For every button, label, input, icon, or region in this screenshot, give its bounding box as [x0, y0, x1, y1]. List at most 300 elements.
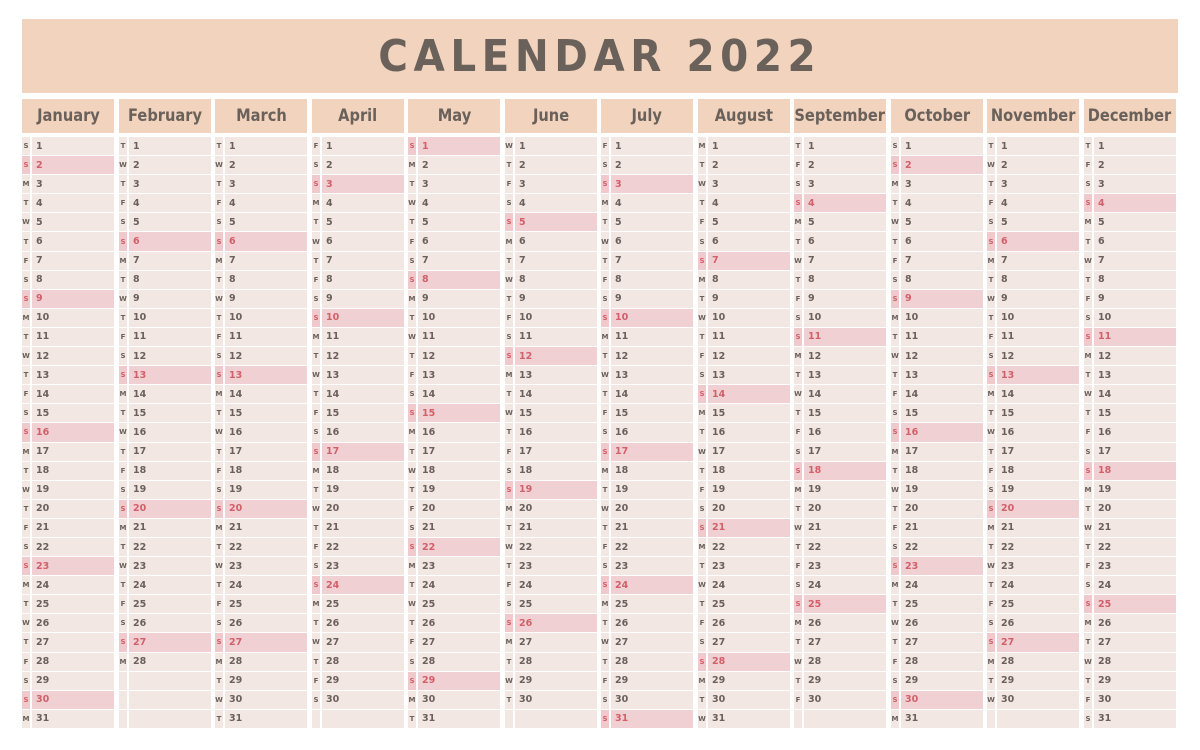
day-number: 29: [611, 672, 693, 690]
day-number: [515, 710, 597, 728]
day-row: [601, 271, 693, 290]
day-row: [987, 194, 1079, 213]
day-row: [119, 290, 211, 309]
day-number: 23: [225, 557, 307, 575]
day-row: [22, 653, 114, 672]
day-number: 27: [418, 633, 500, 651]
day-number: 8: [1094, 271, 1176, 289]
weekday-letter: M: [698, 672, 706, 690]
day-row: [22, 576, 114, 595]
day-list: [505, 137, 597, 729]
day-row: [408, 290, 500, 309]
day-number: 20: [418, 500, 500, 518]
weekday-letter: S: [505, 194, 513, 212]
weekday-letter: S: [987, 232, 995, 250]
title-bar: [22, 19, 1178, 93]
day-row: [408, 557, 500, 576]
weekday-letter: W: [22, 213, 30, 231]
day-number: 14: [611, 385, 693, 403]
day-row: [119, 271, 211, 290]
day-row: [22, 232, 114, 251]
weekday-letter: T: [505, 423, 513, 441]
weekday-letter: F: [22, 385, 30, 403]
day-row: [505, 462, 597, 481]
day-number: 31: [418, 710, 500, 728]
day-number: 7: [32, 252, 114, 270]
day-number: 18: [225, 462, 307, 480]
day-number: 17: [322, 443, 404, 461]
weekday-letter: S: [794, 576, 802, 594]
day-number: 5: [1094, 213, 1176, 231]
day-number: 10: [129, 309, 211, 327]
day-row: [215, 614, 307, 633]
day-number: 20: [901, 500, 983, 518]
weekday-letter: W: [1084, 653, 1092, 671]
day-row: [505, 194, 597, 213]
day-number: 6: [515, 232, 597, 250]
day-number: 7: [322, 252, 404, 270]
weekday-letter: S: [505, 614, 513, 632]
weekday-letter: T: [794, 633, 802, 651]
weekday-letter: S: [22, 156, 30, 174]
weekday-letter: M: [215, 252, 223, 270]
day-number: 30: [515, 691, 597, 709]
day-number: 18: [129, 462, 211, 480]
day-number: 29: [708, 672, 790, 690]
month-header: [215, 99, 307, 133]
weekday-letter: T: [408, 347, 416, 365]
day-number: 13: [611, 366, 693, 384]
day-row: [22, 672, 114, 691]
day-row: [408, 194, 500, 213]
weekday-letter: S: [119, 347, 127, 365]
weekday-letter: T: [1084, 404, 1092, 422]
day-number: 17: [129, 443, 211, 461]
weekday-letter: T: [312, 614, 320, 632]
day-list: [1084, 137, 1176, 729]
day-row: [215, 137, 307, 156]
day-row: [119, 137, 211, 156]
day-number: 1: [997, 137, 1079, 155]
weekday-letter: F: [119, 194, 127, 212]
month-name: January: [36, 106, 100, 126]
weekday-letter: T: [794, 271, 802, 289]
weekday-letter: S: [505, 595, 513, 613]
day-number: 6: [129, 232, 211, 250]
day-number: 22: [1094, 538, 1176, 556]
day-row: [987, 328, 1079, 347]
day-row: [119, 633, 211, 652]
day-number: 29: [418, 672, 500, 690]
day-row: [408, 137, 500, 156]
day-row: [601, 443, 693, 462]
weekday-letter: [794, 710, 802, 728]
day-number: [322, 710, 404, 728]
weekday-letter: T: [601, 347, 609, 365]
day-row: [794, 538, 886, 557]
day-number: 10: [708, 309, 790, 327]
day-row: [312, 595, 404, 614]
day-number: 16: [804, 423, 886, 441]
day-row: [505, 156, 597, 175]
weekday-letter: S: [408, 252, 416, 270]
day-list: [312, 137, 404, 729]
day-row: [505, 137, 597, 156]
weekday-letter: M: [119, 519, 127, 537]
day-number: 11: [418, 328, 500, 346]
day-row: [22, 213, 114, 232]
weekday-letter: W: [312, 232, 320, 250]
weekday-letter: M: [698, 137, 706, 155]
day-number: 7: [418, 252, 500, 270]
day-row: [1084, 443, 1176, 462]
month-column-april: [312, 99, 404, 729]
day-row: [987, 672, 1079, 691]
weekday-letter: M: [1084, 213, 1092, 231]
day-number: 11: [901, 328, 983, 346]
weekday-letter: F: [698, 614, 706, 632]
weekday-letter: F: [505, 175, 513, 193]
weekday-letter: M: [698, 271, 706, 289]
day-number: 6: [708, 232, 790, 250]
day-number: 25: [515, 595, 597, 613]
day-number: 28: [32, 653, 114, 671]
day-row: [312, 385, 404, 404]
weekday-letter: T: [215, 538, 223, 556]
day-number: 29: [901, 672, 983, 690]
day-row: [505, 309, 597, 328]
weekday-letter: F: [987, 328, 995, 346]
day-number: 24: [611, 576, 693, 594]
weekday-letter: T: [119, 576, 127, 594]
day-row: [987, 633, 1079, 652]
day-number: 8: [225, 271, 307, 289]
day-row: [601, 633, 693, 652]
day-number: 2: [225, 156, 307, 174]
day-row: [698, 175, 790, 194]
month-name: July: [631, 106, 663, 126]
day-number: 8: [708, 271, 790, 289]
day-row: [408, 538, 500, 557]
weekday-letter: S: [698, 653, 706, 671]
day-number: 21: [708, 519, 790, 537]
day-row: [794, 290, 886, 309]
day-number: 5: [129, 213, 211, 231]
day-number: 9: [32, 290, 114, 308]
day-row: [408, 500, 500, 519]
day-number: 28: [708, 653, 790, 671]
day-row: [1084, 595, 1176, 614]
day-number: 23: [1094, 557, 1176, 575]
day-number: 2: [804, 156, 886, 174]
day-number: 16: [901, 423, 983, 441]
weekday-letter: T: [601, 252, 609, 270]
day-row: [22, 614, 114, 633]
day-number: 5: [322, 213, 404, 231]
weekday-letter: S: [601, 423, 609, 441]
day-row: [22, 500, 114, 519]
day-number: 28: [515, 653, 597, 671]
weekday-letter: W: [312, 633, 320, 651]
day-row: [698, 366, 790, 385]
day-number: 21: [418, 519, 500, 537]
weekday-letter: M: [698, 404, 706, 422]
day-number: 1: [901, 137, 983, 155]
weekday-letter: T: [1084, 137, 1092, 155]
day-row: [22, 557, 114, 576]
weekday-letter: W: [312, 366, 320, 384]
weekday-letter: T: [698, 194, 706, 212]
day-number: 9: [515, 290, 597, 308]
weekday-letter: T: [1084, 271, 1092, 289]
day-row: [891, 175, 983, 194]
weekday-letter: F: [408, 633, 416, 651]
day-number: 10: [32, 309, 114, 327]
day-row: [408, 328, 500, 347]
day-number: 19: [997, 481, 1079, 499]
day-row: [408, 633, 500, 652]
weekday-letter: F: [312, 404, 320, 422]
day-number: 25: [225, 595, 307, 613]
weekday-letter: T: [698, 328, 706, 346]
weekday-letter: W: [698, 710, 706, 728]
day-row: [119, 576, 211, 595]
day-row: [505, 232, 597, 251]
day-row: [408, 404, 500, 423]
weekday-letter: T: [891, 328, 899, 346]
day-row: [794, 404, 886, 423]
day-number: 21: [32, 519, 114, 537]
day-number: 1: [611, 137, 693, 155]
weekday-letter: S: [987, 366, 995, 384]
day-row: [312, 366, 404, 385]
day-row: [987, 481, 1079, 500]
weekday-letter: W: [505, 137, 513, 155]
weekday-letter: W: [22, 481, 30, 499]
day-row: [312, 137, 404, 156]
day-number: 2: [32, 156, 114, 174]
day-row: [119, 309, 211, 328]
weekday-letter: S: [408, 137, 416, 155]
weekday-letter: S: [987, 347, 995, 365]
weekday-letter: T: [215, 404, 223, 422]
day-number: 11: [708, 328, 790, 346]
day-number: 12: [997, 347, 1079, 365]
weekday-letter: S: [1084, 576, 1092, 594]
weekday-letter: F: [1084, 290, 1092, 308]
day-row: [601, 481, 693, 500]
day-number: 17: [1094, 443, 1176, 461]
day-row: [312, 500, 404, 519]
weekday-letter: F: [891, 252, 899, 270]
day-row: [891, 653, 983, 672]
day-row: [505, 481, 597, 500]
day-row: [794, 213, 886, 232]
day-row: [22, 328, 114, 347]
day-row: [505, 595, 597, 614]
weekday-letter: S: [408, 538, 416, 556]
day-row: [408, 462, 500, 481]
day-number: 2: [515, 156, 597, 174]
day-number: 2: [997, 156, 1079, 174]
day-number: [804, 710, 886, 728]
weekday-letter: M: [22, 576, 30, 594]
day-number: 9: [708, 290, 790, 308]
day-number: 22: [611, 538, 693, 556]
day-row: [891, 137, 983, 156]
day-row: [119, 156, 211, 175]
weekday-letter: F: [794, 423, 802, 441]
day-row: [505, 672, 597, 691]
weekday-letter: T: [891, 462, 899, 480]
day-number: 2: [611, 156, 693, 174]
weekday-letter: M: [601, 194, 609, 212]
day-number: 31: [32, 710, 114, 728]
day-row: [891, 194, 983, 213]
day-number: 18: [611, 462, 693, 480]
weekday-letter: W: [698, 175, 706, 193]
day-number: 9: [225, 290, 307, 308]
day-number: 7: [1094, 252, 1176, 270]
day-row: [119, 328, 211, 347]
day-number: 9: [129, 290, 211, 308]
day-number: 12: [804, 347, 886, 365]
day-number: 5: [32, 213, 114, 231]
month-header: [794, 99, 886, 133]
weekday-letter: T: [1084, 633, 1092, 651]
day-number: 12: [322, 347, 404, 365]
month-column-june: [505, 99, 597, 729]
weekday-letter: M: [794, 481, 802, 499]
day-row: [215, 175, 307, 194]
day-number: 29: [804, 672, 886, 690]
month-name: February: [127, 106, 202, 126]
day-number: 8: [129, 271, 211, 289]
day-row: [601, 137, 693, 156]
day-number: 31: [901, 710, 983, 728]
day-row: [408, 423, 500, 442]
weekday-letter: S: [312, 691, 320, 709]
day-row: [312, 232, 404, 251]
day-number: 15: [225, 404, 307, 422]
day-number: 6: [997, 232, 1079, 250]
month-name: December: [1088, 106, 1172, 126]
day-row: [505, 633, 597, 652]
day-row: [22, 347, 114, 366]
day-number: 23: [804, 557, 886, 575]
day-number: 8: [997, 271, 1079, 289]
weekday-letter: W: [215, 423, 223, 441]
day-number: 30: [32, 691, 114, 709]
weekday-letter: S: [215, 633, 223, 651]
day-number: 19: [129, 481, 211, 499]
day-row: [794, 271, 886, 290]
day-row: [505, 175, 597, 194]
weekday-letter: T: [215, 443, 223, 461]
day-row: [22, 462, 114, 481]
day-row: [408, 232, 500, 251]
day-number: 16: [225, 423, 307, 441]
weekday-letter: S: [1084, 595, 1092, 613]
day-row: [987, 595, 1079, 614]
day-row: [601, 672, 693, 691]
day-number: 24: [129, 576, 211, 594]
weekday-letter: S: [1084, 309, 1092, 327]
weekday-letter: W: [408, 328, 416, 346]
month-column-february: [119, 99, 211, 729]
day-row: [22, 366, 114, 385]
weekday-letter: T: [215, 710, 223, 728]
weekday-letter: W: [312, 500, 320, 518]
day-number: 8: [611, 271, 693, 289]
day-row: [891, 557, 983, 576]
day-number: 22: [129, 538, 211, 556]
day-number: 14: [418, 385, 500, 403]
weekday-letter: S: [505, 462, 513, 480]
day-number: 11: [322, 328, 404, 346]
weekday-letter: W: [987, 423, 995, 441]
weekday-letter: S: [312, 443, 320, 461]
weekday-letter: T: [698, 691, 706, 709]
weekday-letter: M: [794, 614, 802, 632]
day-number: 24: [418, 576, 500, 594]
day-number: 19: [225, 481, 307, 499]
day-number: 24: [515, 576, 597, 594]
day-number: 22: [32, 538, 114, 556]
day-number: 24: [1094, 576, 1176, 594]
weekday-letter: T: [312, 347, 320, 365]
day-row: [312, 576, 404, 595]
day-row: [505, 653, 597, 672]
weekday-letter: S: [119, 633, 127, 651]
weekday-letter: M: [119, 252, 127, 270]
weekday-letter: T: [601, 481, 609, 499]
day-list: [698, 137, 790, 729]
weekday-letter: S: [891, 557, 899, 575]
weekday-letter: T: [1084, 366, 1092, 384]
day-number: 19: [515, 481, 597, 499]
day-row: [215, 653, 307, 672]
weekday-letter: S: [312, 423, 320, 441]
weekday-letter: M: [698, 538, 706, 556]
day-row: [119, 423, 211, 442]
day-row: [408, 481, 500, 500]
weekday-letter: S: [312, 290, 320, 308]
day-number: 6: [901, 232, 983, 250]
day-row: [215, 156, 307, 175]
day-number: 19: [1094, 481, 1176, 499]
weekday-letter: T: [987, 271, 995, 289]
weekday-letter: S: [1084, 175, 1092, 193]
day-row: [698, 500, 790, 519]
weekday-letter: F: [22, 519, 30, 537]
weekday-letter: F: [22, 653, 30, 671]
month-header: [891, 99, 983, 133]
weekday-letter: S: [215, 347, 223, 365]
day-row: [215, 366, 307, 385]
day-number: 26: [997, 614, 1079, 632]
day-row: [601, 156, 693, 175]
day-number: 10: [418, 309, 500, 327]
day-row: [794, 672, 886, 691]
day-number: 3: [611, 175, 693, 193]
day-number: 25: [418, 595, 500, 613]
month-header: [408, 99, 500, 133]
day-row: [215, 213, 307, 232]
day-number: 2: [901, 156, 983, 174]
day-row: [215, 538, 307, 557]
day-number: 3: [708, 175, 790, 193]
